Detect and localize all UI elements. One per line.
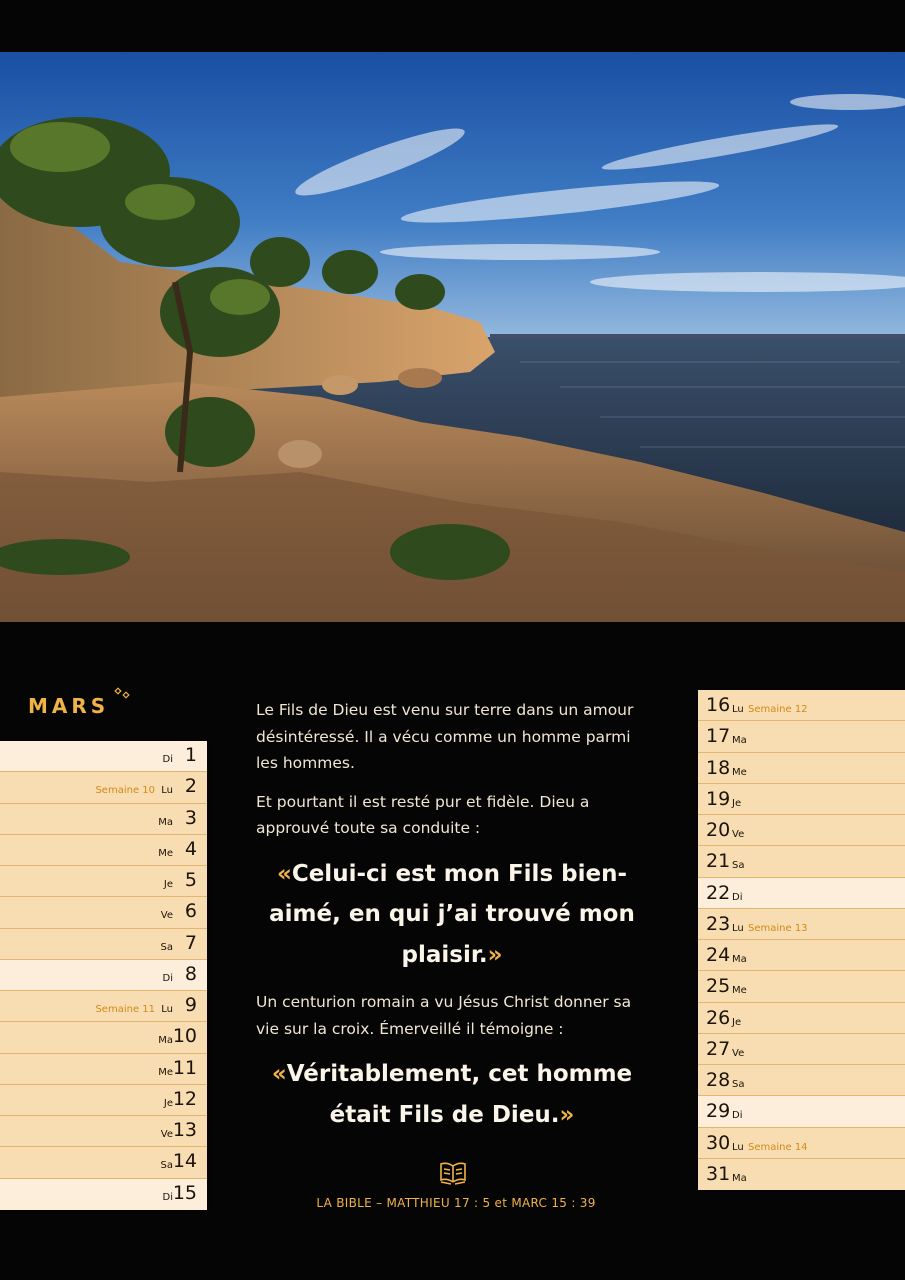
quote-2-text: Véritablement, cet homme était Fils de Dieu. — [286, 1061, 633, 1128]
quote-open-mark: « — [271, 1061, 287, 1087]
weekday-label: Di — [162, 754, 173, 765]
day-number: 2 — [184, 775, 197, 798]
day-number: 20 — [706, 819, 731, 841]
weekday-label: Ve — [732, 1047, 745, 1059]
day-number: 27 — [706, 1037, 731, 1060]
weekday-label: Di — [162, 972, 173, 984]
day-number: 1 — [184, 744, 197, 766]
calendar-day-row — [0, 929, 207, 960]
week-label: Semaine 11 — [95, 1004, 155, 1015]
weekday-label: Di — [162, 1191, 173, 1203]
calendar-day-row — [0, 1116, 207, 1147]
weekday-label: Me — [732, 985, 747, 997]
week-label: Semaine 13 — [748, 922, 808, 934]
calendar-day-row — [698, 753, 905, 784]
day-number: 24 — [706, 944, 731, 966]
calendar-day-row — [0, 1147, 207, 1178]
weekday-label: Je — [163, 1097, 173, 1109]
calendar-day-row — [698, 846, 905, 877]
month-title: MARS — [28, 694, 110, 718]
day-number: 21 — [706, 850, 731, 873]
open-bible-icon — [439, 1160, 467, 1186]
landscape-photo — [0, 52, 905, 622]
calendar-day-row — [698, 1096, 905, 1127]
bible-quote-1 — [242, 854, 662, 976]
calendar-right — [698, 690, 905, 1190]
day-number: 19 — [706, 787, 731, 810]
quote-open-mark: « — [276, 860, 292, 887]
calendar-day-row — [0, 1179, 207, 1210]
day-number: 25 — [706, 975, 731, 998]
calendar-day-row — [0, 897, 207, 928]
day-number: 12 — [172, 1087, 197, 1110]
weekday-label: Je — [732, 797, 742, 809]
day-number: 16 — [706, 694, 731, 716]
weekday-label: Je — [732, 1016, 742, 1028]
quote-1-text: Celui-ci est mon Fils bien-aimé, en qui j’ai trouvé mon plaisir. — [269, 860, 635, 968]
weekday-label: Di — [732, 1110, 743, 1122]
weekday-label: Sa — [732, 1079, 745, 1090]
weekday-label: Lu — [732, 704, 744, 715]
day-number: 4 — [184, 837, 197, 860]
calendar-day-row — [0, 835, 207, 866]
week-label: Semaine 10 — [95, 785, 155, 797]
calendar-day-row — [698, 721, 905, 752]
weekday-label: Ve — [160, 1129, 173, 1140]
calendar-day-row — [0, 1054, 207, 1085]
calendar-day-row — [698, 1065, 905, 1096]
calendar-day-row — [698, 1159, 905, 1190]
calendar-day-row — [698, 815, 905, 846]
calendar-day-row — [698, 1128, 905, 1159]
weekday-label: Lu — [732, 922, 744, 934]
weekday-label: Sa — [732, 860, 745, 872]
weekday-label: Sa — [160, 941, 173, 953]
day-number: 31 — [706, 1162, 731, 1185]
day-number: 14 — [172, 1150, 197, 1173]
weekday-label: Je — [163, 879, 173, 890]
calendar-day-row — [0, 741, 207, 772]
weekday-label: Ve — [160, 910, 173, 922]
calendar-day-row — [698, 1034, 905, 1065]
day-number: 26 — [706, 1006, 731, 1029]
day-number: 13 — [172, 1119, 197, 1141]
weekday-label: Sa — [160, 1160, 173, 1172]
decorative-dots-icon — [114, 687, 134, 703]
weekday-label: Ma — [732, 1172, 747, 1184]
day-number: 11 — [172, 1056, 197, 1079]
weekday-label: Me — [158, 1066, 173, 1078]
weekday-label: Me — [732, 766, 747, 778]
calendar-day-row — [0, 1022, 207, 1053]
day-number: 10 — [172, 1025, 197, 1048]
paragraph-centurion: Un centurion romain a vu Jésus Christ donner sa vie sur la croix. Émerveillé il témoigne : — [256, 993, 632, 1038]
day-number: 9 — [184, 994, 197, 1016]
day-number: 3 — [184, 806, 197, 829]
calendar-day-row — [0, 804, 207, 835]
weekday-label: Di — [732, 891, 743, 903]
day-number: 28 — [706, 1069, 731, 1091]
calendar-day-row — [0, 772, 207, 803]
weekday-label: Ma — [158, 1035, 173, 1047]
paragraph-approval: Et pourtant il est resté pur et fidèle. Dieu a approuvé toute sa conduite : — [256, 792, 590, 837]
weekday-label: Ma — [732, 735, 747, 747]
calendar-day-row — [698, 878, 905, 909]
calendar-day-row — [698, 940, 905, 971]
weekday-label: Lu — [161, 1004, 173, 1015]
calendar-day-row — [698, 971, 905, 1002]
bible-quote-2 — [242, 1054, 662, 1135]
paragraph-intro: Le Fils de Dieu est venu sur terre dans un amour désintéressé. Il a vécu comme un homme parmi les hommes. — [256, 701, 634, 772]
week-label: Semaine 14 — [748, 1141, 808, 1153]
quote-close-mark: » — [487, 941, 503, 968]
devotional-text — [256, 697, 656, 1149]
day-number: 30 — [706, 1131, 731, 1154]
day-number: 7 — [184, 931, 197, 954]
calendar-day-row — [0, 960, 207, 991]
weekday-label: Lu — [161, 785, 173, 797]
weekday-label: Ve — [732, 829, 745, 840]
quote-close-mark: » — [559, 1101, 575, 1128]
weekday-label: Ma — [158, 816, 173, 828]
weekday-label: Ma — [732, 954, 747, 965]
calendar-day-row — [698, 690, 905, 721]
bible-reference: LA BIBLE – MATTHIEU 17 : 5 et MARC 15 : 39 — [316, 1196, 596, 1210]
calendar-day-row — [0, 991, 207, 1022]
calendar-day-row — [0, 1085, 207, 1116]
day-number: 23 — [706, 912, 731, 935]
day-number: 15 — [172, 1181, 197, 1204]
calendar-left — [0, 741, 207, 1210]
day-number: 6 — [184, 900, 197, 923]
calendar-day-row — [698, 1003, 905, 1034]
weekday-label: Me — [158, 847, 173, 859]
calendar-day-row — [698, 784, 905, 815]
calendar-day-row — [698, 909, 905, 940]
day-number: 17 — [706, 725, 731, 748]
day-number: 29 — [706, 1100, 731, 1123]
calendar-day-row — [0, 866, 207, 897]
day-number: 18 — [706, 756, 731, 779]
day-number: 22 — [706, 881, 731, 904]
week-label: Semaine 12 — [748, 704, 808, 715]
day-number: 8 — [184, 962, 197, 985]
weekday-label: Lu — [732, 1141, 744, 1153]
day-number: 5 — [184, 869, 197, 891]
